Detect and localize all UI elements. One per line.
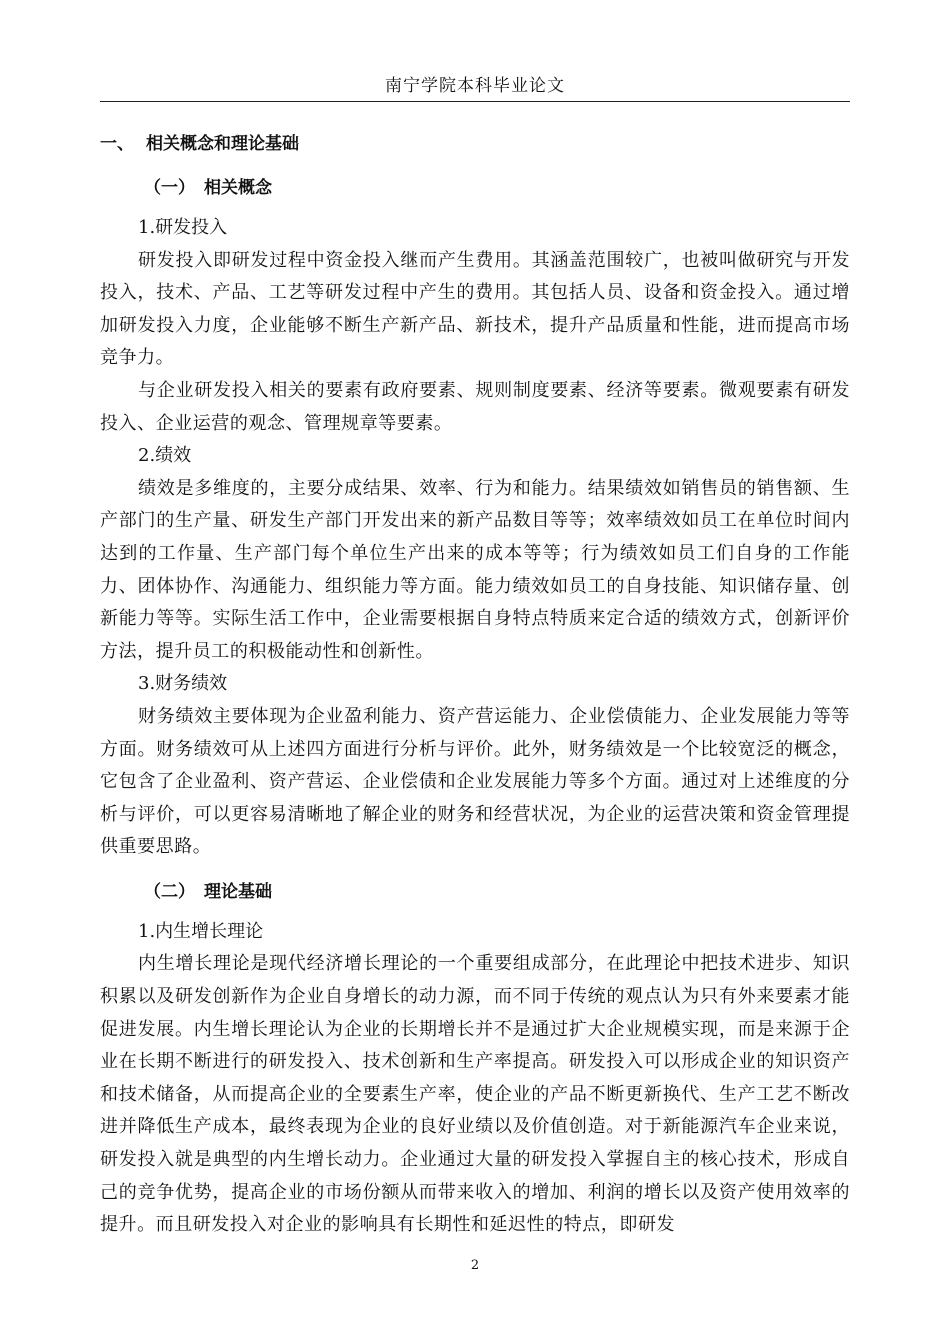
paragraph: 内生增长理论是现代经济增长理论的一个重要组成部分，在此理论中把技术进步、知识积累以及研发创新作为企业自身增长的动力源，而不同于传统的观点认为只有外来要素才能促进发展。内生增长理论认为企业的长期增长并不是通过扩大企业规模实现，而是来源于企业在长期不断进行的研发投入、技术创新和生产率提高。研发投入可以形成企业的知识资产和技术储备，从而提高企业的全要素生产率，使企业的产品不断更新换代、生产工艺不断改进并降低生产成本，最终表现为企业的良好业绩以及价值创造。对于新能源汽车企业来说，研发投入就是典型的内生增长动力。企业通过大量的研发投入掌握自主的核心技术，形成自己的竞争优势，提高企业的市场份额从而带来收入的增加、利润的增长以及资产使用效率的提升。而且研发投入对企业的影响具有长期性和延迟性的特点，即研发 bbox=[100, 953, 850, 1236]
section-heading bbox=[100, 128, 850, 162]
subsection-heading bbox=[144, 876, 850, 908]
subsection-title: 理论基础 bbox=[204, 881, 272, 902]
running-header: 南宁学院本科毕业论文 bbox=[385, 76, 565, 96]
subsection-title: 相关概念 bbox=[204, 178, 272, 198]
item-heading: 1.内生增长理论 bbox=[138, 920, 264, 942]
paragraph: 与企业研发投入相关的要素有政府要素、规则制度要素、经济等要素。微观要素有研发投入、企业运营的观念、管理规章等要素。 bbox=[100, 379, 850, 434]
subsection-number: （一） bbox=[144, 178, 195, 198]
paragraph: 绩效是多维度的，主要分成结果、效率、行为和能力。结果绩效如销售员的销售额、生产部门的生产量、研发生产部门开发出来的新产品数目等等；效率绩效如员工在单位时间内达到的工作量、生产部门每个单位生产出来的成本等等；行为绩效如员工们自身的工作能力、团体协作、沟通能力、组织能力等方面。能力绩效如员工的自身技能、知识储存量、创新能力等等。实际生活工作中，企业需要根据自身特点特质来定合适的绩效方式，创新评价方法，提升员工的积极能动性和创新性。 bbox=[100, 477, 850, 662]
section-number: 一、 bbox=[100, 134, 134, 154]
page-number: 2 bbox=[470, 1258, 480, 1273]
subsection-heading bbox=[144, 172, 850, 204]
header-divider bbox=[100, 101, 850, 102]
paragraph: 财务绩效主要体现为企业盈利能力、资产营运能力、企业偿债能力、企业发展能力等等方面。财务绩效可从上述四方面进行分析与评价。此外，财务绩效是一个比较宽泛的概念，它包含了企业盈利、资产营运、企业偿债和企业发展能力等多个方面。通过对上述维度的分析与评价，可以更容易清晰地了解企业的财务和经营状况，为企业的运营决策和资金管理提供重要思路。 bbox=[100, 705, 850, 858]
paragraph: 研发投入即研发过程中资金投入继而产生费用。其涵盖范围较广，也被叫做研究与开发投入，技术、产品、工艺等研发过程中产生的费用。其包括人员、设备和资金投入。通过增加研发投入力度，企业能够不断生产新产品、新技术，提升产品质量和性能，进而提高市场竞争力。 bbox=[100, 249, 850, 369]
section-title: 相关概念和理论基础 bbox=[146, 134, 299, 154]
subsection-number: （二） bbox=[144, 881, 195, 902]
item-heading: 3.财务绩效 bbox=[138, 673, 228, 695]
item-heading: 2.绩效 bbox=[138, 445, 192, 467]
page-body bbox=[100, 128, 850, 1242]
item-heading: 1.研发投入 bbox=[138, 217, 228, 238]
